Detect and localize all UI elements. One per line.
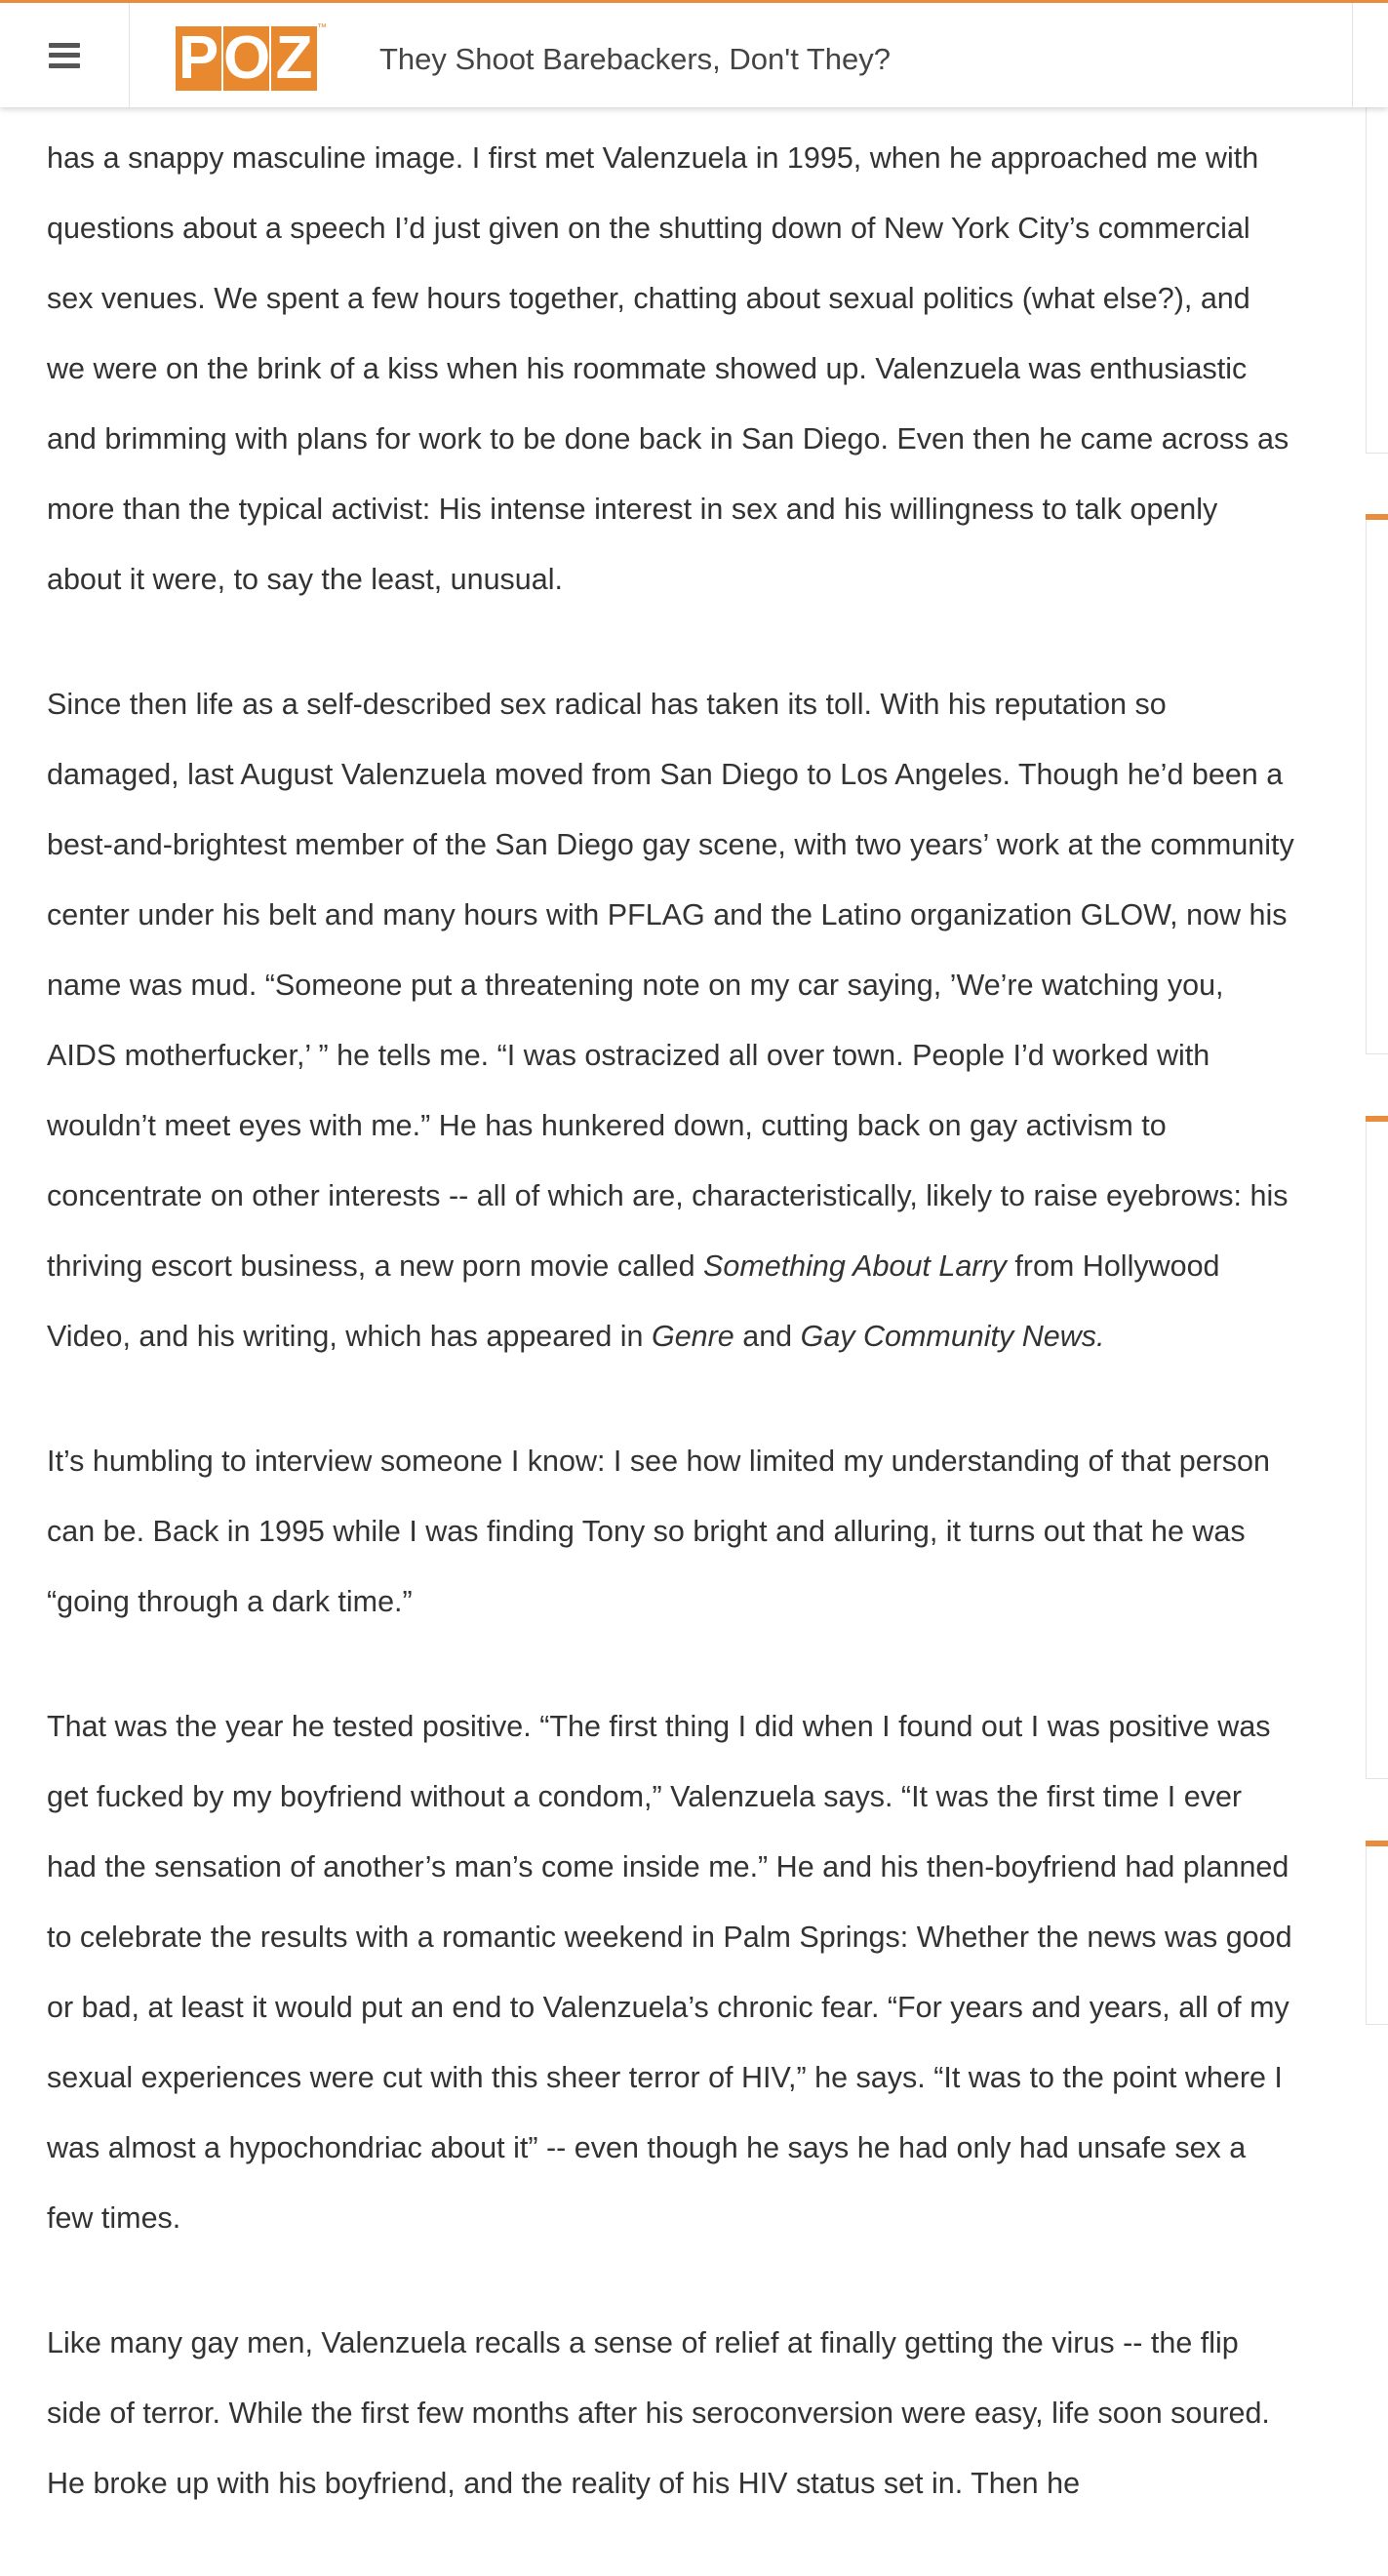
paragraph-text: Since then life as a self-described sex radical has taken its toll. With his reputation so damaged, last August Valenzuela moved from San Diego to Los Angeles. Though he’d been a best-and-brightest member of the San Diego gay scene, with two years’ work at the community center under his belt and many hours with PFLAG and the Latino organization GLOW, now his name was mud. “Someone put a threatening note on my car saying, ’We’re watching you, AIDS motherfucker,’ ” he tells me. “I was ostracized all over town. People I’d worked with wouldn’t meet eyes with me.” He has hunkered down, cutting back on gay activism to concentrate on other interests -- all of which are, characteristically, likely to raise eyebrows: his thriving escort business, a new porn movie called [47,688,1294,1283]
menu-button[interactable] [0,3,130,107]
paragraph-text: from Hollywood Video, and his writing, which has appeared in [47,1249,1220,1353]
top-navigation-bar [0,0,1388,107]
article-paragraph: It’s humbling to interview someone I know: I see how limited my understanding of that person can be. Back in 1995 while I was finding Tony so bright and alluring, it turns out that he was “going through a dark time.” [47,1445,1270,1618]
article-paragraph: That was the year he tested positive. “The first thing I did when I found out I was positive was get fucked by my boyfriend without a condom,” Valenzuela says. “It was the first time I ever had the sensation of another’s man’s come inside me.” He and his then-boyfriend had planned to celebrate the results with a romantic weekend in Palm Springs: Whether the news was good or bad, at least it would put an end to Valenzuela’s chronic fear. “For years and years, all of my sexual experiences were cut with this sheer terror of HIV,” he says. “It was to the point where I was almost a hypochondriac about it” -- even though he says he had only had unsafe sex a few times. [47,1710,1292,2235]
page-title: They Shoot Barebackers, Don't They? [379,42,892,76]
article-paragraph: Like many gay men, Valenzuela recalls a sense of relief at finally getting the virus -- the flip side of terror. While the first few months after his seroconversion were easy, life soon soured. He broke up with his boyfriend, and the reality of his HIV status set in. Then he [47,2326,1270,2500]
movie-title: Something About Larry [703,1249,1007,1283]
article-paragraph [47,669,1295,1371]
sidebar-panel-edge [1366,1846,1388,2025]
publication-name: Genre [652,1320,734,1353]
sidebar-panel-edge [1366,107,1388,454]
logo-letter-p: P [176,26,221,91]
sidebar-panel-edge [1366,1122,1388,1779]
hamburger-menu-icon [49,43,80,68]
poz-logo[interactable] [176,22,327,92]
logo-trademark: ™ [317,22,327,33]
logo-letter-z: Z [271,26,317,91]
logo-letter-o: O [223,24,271,92]
paragraph-text: and [734,1320,801,1353]
article-body [47,123,1295,2573]
article-paragraph: has a snappy masculine image. I first met Valenzuela in 1995, when he approached me with questions about a speech I’d just given on the shutting down of New York City’s commercial sex venues. We spent a few hours together, chatting about sexual politics (what else?), and we were on the brink of a kiss when his roommate showed up. Valenzuela was enthusiastic and brimming with plans for work to be done back in San Diego. Even then he came across as more than the typical activist: His intense interest in sex and his willingness to talk openly about it were, to say the least, unusual. [47,141,1289,596]
sidebar-panel-edge [1366,520,1388,1054]
topbar-divider [1352,3,1353,107]
publication-name: Gay Community News. [800,1320,1105,1353]
